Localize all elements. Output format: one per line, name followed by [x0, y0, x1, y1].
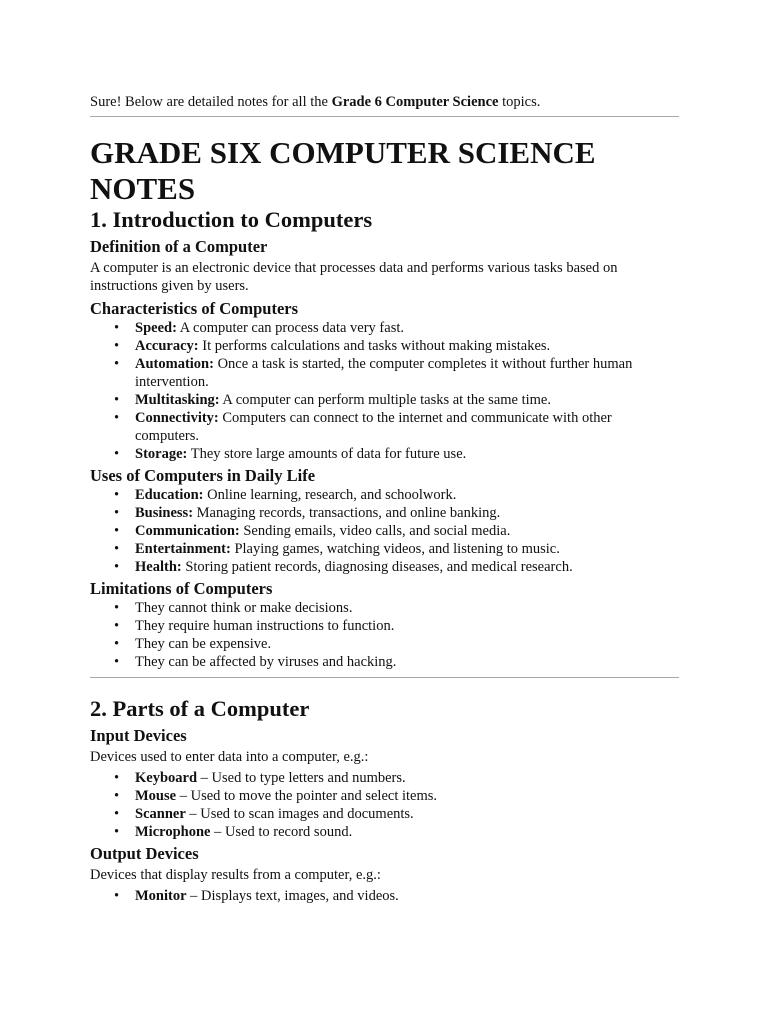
subheading-definition: Definition of a Computer [90, 237, 268, 256]
list-item: • Communication: Sending emails, video calls, and social media. [114, 523, 511, 539]
list-item: • Monitor – Displays text, images, and videos. [114, 888, 399, 904]
item-text: Sending emails, video calls, and social media. [239, 523, 511, 539]
list-item: • Entertainment: Playing games, watching videos, and listening to music. [114, 541, 560, 557]
list-item: • Mouse – Used to move the pointer and select items. [114, 788, 438, 804]
subheading-limitations: Limitations of Computers [90, 579, 273, 598]
item-text: They can be affected by viruses and hacking. [135, 654, 397, 670]
item-term: Entertainment: [135, 541, 231, 557]
item-text: – Used to move the pointer and select items. [176, 788, 438, 804]
section-heading-introduction: 1. Introduction to Computers [90, 207, 373, 232]
list-item: • Accuracy: It performs calculations and tasks without making mistakes. [114, 338, 551, 354]
output-devices-text: Devices that display results from a computer, e.g.: [90, 867, 381, 883]
item-text: A computer can perform multiple tasks at the same time. [219, 392, 551, 408]
subheading-uses: Uses of Computers in Daily Life [90, 466, 316, 485]
item-term: Storage: [135, 446, 188, 462]
input-devices-text: Devices used to enter data into a computer, e.g.: [90, 749, 369, 765]
list-item: • Speed: A computer can process data very fast. [114, 320, 404, 336]
list-item: • Scanner – Used to scan images and documents. [114, 806, 414, 822]
definition-text: A computer is an electronic device that processes data and performs various tasks based on instructions given by users. [90, 260, 618, 294]
list-item: • They cannot think or make decisions. [114, 600, 353, 616]
item-text: They can be expensive. [135, 636, 272, 652]
list-item: • Storage: They store large amounts of data for future use. [114, 446, 467, 462]
item-term: Automation: [135, 356, 214, 372]
item-term: Health: [135, 559, 182, 575]
item-text: – Used to scan images and documents. [185, 806, 414, 822]
limitations-list [90, 599, 679, 671]
divider-top [90, 116, 679, 117]
list-item: • Keyboard – Used to type letters and numbers. [114, 770, 406, 786]
item-term: Accuracy: [135, 338, 199, 354]
document-page [90, 93, 679, 905]
item-text: Online learning, research, and schoolwork. [203, 487, 457, 503]
item-text: – Used to type letters and numbers. [197, 770, 406, 786]
list-item: • They can be expensive. [114, 636, 272, 652]
item-text: Managing records, transactions, and online banking. [193, 505, 501, 521]
section-heading-parts: 2. Parts of a Computer [90, 696, 310, 721]
item-text: They cannot think or make decisions. [135, 600, 353, 616]
list-item: • Connectivity: Computers can connect to the internet and communicate with other computers. [114, 410, 612, 444]
list-item: • Multitasking: A computer can perform multiple tasks at the same time. [114, 392, 551, 408]
item-text: Storing patient records, diagnosing diseases, and medical research. [181, 559, 573, 575]
item-text: Once a task is started, the computer completes it without further human intervention. [135, 356, 633, 390]
list-item: • They can be affected by viruses and hacking. [114, 654, 397, 670]
list-item: • Microphone – Used to record sound. [114, 824, 353, 840]
intro-prefix: Sure! Below are detailed notes for all the [90, 94, 332, 110]
output-devices-list [90, 887, 679, 905]
list-item: • Automation: Once a task is started, the computer completes it without further human intervention. [114, 356, 633, 390]
item-text: – Used to record sound. [210, 824, 353, 840]
intro-line [90, 93, 679, 111]
intro-suffix: topics. [498, 94, 541, 110]
list-item: • Business: Managing records, transactions, and online banking. [114, 505, 501, 521]
item-text: They store large amounts of data for future use. [187, 446, 467, 462]
item-term: Monitor [135, 888, 187, 904]
item-term: Education: [135, 487, 204, 503]
item-term: Mouse [135, 788, 177, 804]
item-term: Multitasking: [135, 392, 220, 408]
uses-list [90, 486, 679, 576]
list-item: • They require human instructions to function. [114, 618, 395, 634]
list-item: • Education: Online learning, research, and schoolwork. [114, 487, 457, 503]
item-text: A computer can process data very fast. [176, 320, 404, 336]
item-term: Keyboard [135, 770, 198, 786]
characteristics-list [90, 319, 679, 463]
intro-bold: Grade 6 Computer Science [331, 94, 499, 110]
item-text: Playing games, watching videos, and listening to music. [230, 541, 560, 557]
item-text: They require human instructions to function. [135, 618, 395, 634]
item-text: – Displays text, images, and videos. [186, 888, 399, 904]
item-term: Connectivity: [135, 410, 219, 426]
list-item: • Health: Storing patient records, diagnosing diseases, and medical research. [114, 559, 573, 575]
item-term: Business: [135, 505, 194, 521]
item-term: Speed: [135, 320, 177, 336]
item-text: It performs calculations and tasks without making mistakes. [198, 338, 551, 354]
item-term: Microphone [135, 824, 211, 840]
divider-section [90, 677, 679, 678]
item-term: Communication: [135, 523, 240, 539]
item-text: Computers can connect to the internet and communicate with other computers. [135, 410, 612, 444]
subheading-input-devices: Input Devices [90, 726, 187, 745]
item-term: Scanner [135, 806, 186, 822]
page-title: GRADE SIX COMPUTER SCIENCE NOTES [90, 135, 596, 206]
subheading-output-devices: Output Devices [90, 844, 199, 863]
subheading-characteristics: Characteristics of Computers [90, 299, 299, 318]
input-devices-list [90, 769, 679, 841]
